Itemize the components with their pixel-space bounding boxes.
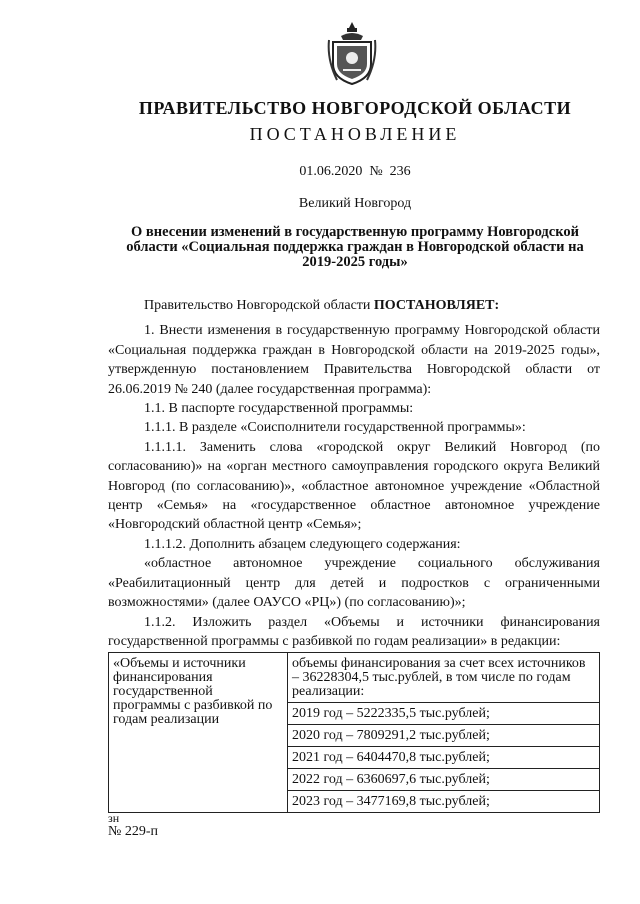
- footer-mark: зн: [108, 811, 120, 825]
- document-body: [108, 296, 600, 651]
- intro-resolves: ПОСТАНОВЛЯЕТ:: [373, 298, 500, 313]
- financing-table: [108, 652, 600, 813]
- document-type: ПОСТАНОВЛЕНИЕ: [249, 124, 461, 144]
- body-paragraph: 1.1.1. В разделе «Соисполнители государственной программы»:: [144, 420, 526, 436]
- footer-reference: [108, 812, 158, 838]
- body-paragraph: 1.1.1.1. Заменить слова «городской округ Великий Новгород (по согласованию)» на «орган местного самоуправления городского округа Великий Новгород (по согласованию)», «областное автономное учреждение «Областной центр «Семья» на «государственное областное автономное учреждение «Новгородский областной центр «Семья»;: [108, 439, 600, 533]
- year-amount-cell: 2020 год – 7809291,2 тыс.рублей;: [288, 725, 600, 747]
- document-subject: О внесении изменений в государственную программу Новгородской области «Социальная поддержка граждан в Новгородской области на 2019-2025 годы»: [126, 224, 584, 270]
- year-amount-cell: 2022 год – 6360697,6 тыс.рублей;: [288, 769, 600, 791]
- body-paragraph: 1. Внести изменения в государственную программу Новгородской области «Социальная поддержка граждан в Новгородской области на 2019-2025 годы», утвержденную постановлением Правительства Новгородской области от 26.06.2019 № 240 (далее государственная программа):: [108, 323, 600, 397]
- intro-paragraph: [108, 296, 600, 315]
- document-date: 01.06.2020: [299, 164, 363, 179]
- year-amount-cell: 2023 год – 3477169,8 тыс.рублей;: [288, 791, 600, 813]
- table-total-text: объемы финансирования за счет всех источников – 36228304,5 тыс.рублей, в том числе по годам реализации:: [288, 653, 600, 703]
- number-sign: №: [369, 164, 383, 179]
- document-number: 236: [389, 164, 411, 179]
- year-amount-cell: 2021 год – 6404470,8 тыс.рублей;: [288, 747, 600, 769]
- government-title: ПРАВИТЕЛЬСТВО НОВГОРОДСКОЙ ОБЛАСТИ: [138, 98, 572, 118]
- table-row: [109, 653, 600, 703]
- table-left-label: «Объемы и источники финансирования государственной программы с разбивкой по годам реализации: [109, 653, 288, 813]
- body-paragraph: 1.1.2. Изложить раздел «Объемы и источники финансирования государственной программы с разбивкой по годам реализации» в редакции:: [108, 614, 600, 649]
- date-number-line: [0, 164, 640, 180]
- body-paragraph: «областное автономное учреждение социального обслуживания «Реабилитационный центр для детей и подростков с ограниченными возможностями» (далее ОАУСО «РЦ») (по согласованию)»;: [108, 556, 600, 611]
- footer-ref-number: № 229-п: [108, 824, 159, 839]
- body-paragraph: 1.1.1.2. Дополнить абзацем следующего содержания:: [144, 536, 461, 552]
- city-name: Великий Новгород: [298, 196, 412, 211]
- intro-text: Правительство Новгородской области: [144, 298, 374, 313]
- year-amount-cell: 2019 год – 5222335,5 тыс.рублей;: [288, 703, 600, 725]
- body-paragraph: 1.1. В паспорте государственной программы:: [144, 401, 414, 417]
- coat-of-arms-emblem: [327, 20, 377, 86]
